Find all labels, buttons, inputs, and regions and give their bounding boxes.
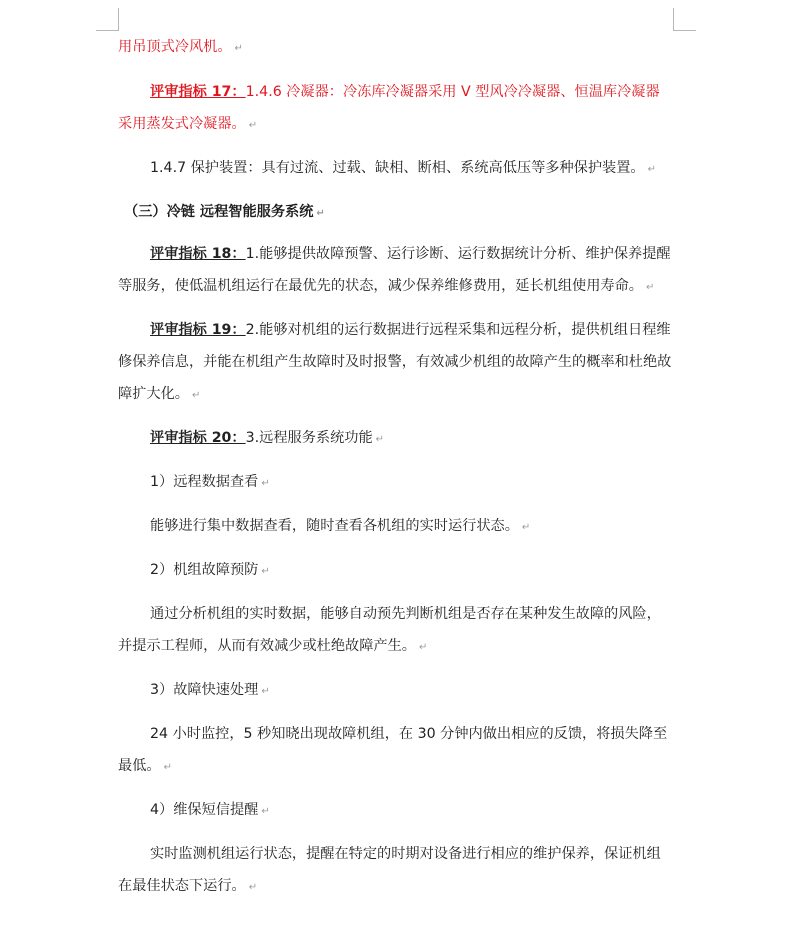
item-body-text: 24 小时监控，5 秒知晓出现故障机组，在 30 分钟内做出相应的反馈，将损失降至最低。 [118, 726, 668, 774]
list-item-body[interactable] [118, 510, 672, 544]
paragraph-mark-icon: ↵ [521, 522, 531, 533]
paragraph-mark-icon: ↵ [234, 43, 243, 54]
paragraph-text: 1.能够提供故障预警、运行诊断、运行数据统计分析、维护保养提醒等服务，使低温机组运行在最优先的状态，减少保养维修费用，延长机组使用寿命。 [118, 246, 671, 294]
item-title-text: 1）远程数据查看 [150, 474, 259, 490]
list-item-body[interactable] [118, 598, 672, 664]
document-body[interactable] [118, 31, 672, 904]
paragraph-text: 1.4.7 保护装置：具有过流、过载、缺相、断相、系统高低压等多种保护装置。 [150, 160, 645, 176]
list-item-title[interactable] [150, 554, 672, 588]
item-body-text: 实时监测机组运行状态，提醒在特定的时期对设备进行相应的维护保养，保证机组在最佳状态下运行。 [118, 846, 661, 894]
top-left-margin-mark [96, 8, 119, 31]
list-item-title[interactable] [150, 674, 672, 708]
paragraph-criterion-18[interactable] [118, 238, 672, 304]
paragraph-mark-icon: ↵ [261, 566, 270, 577]
paragraph-text: 3.远程服务系统功能 [245, 430, 373, 446]
item-title-text: 2）机组故障预防 [150, 562, 259, 578]
section-heading[interactable] [124, 196, 672, 230]
list-item-title[interactable] [150, 794, 672, 828]
top-right-margin-mark [673, 8, 696, 31]
criterion-label: 评审指标 17： [150, 84, 246, 100]
paragraph-cold-fan[interactable] [118, 31, 672, 65]
paragraph-protection-device[interactable] [118, 152, 672, 186]
paragraph-mark-icon: ↵ [418, 642, 428, 653]
paragraph-mark-icon: ↵ [261, 686, 270, 697]
paragraph-mark-icon: ↵ [316, 208, 325, 219]
paragraph-mark-icon: ↵ [375, 434, 385, 445]
list-item-body[interactable] [118, 718, 672, 784]
paragraph-mark-icon: ↵ [248, 882, 258, 893]
list-item-body[interactable] [118, 838, 672, 904]
paragraph-text: 1.4.6 冷凝器：冷冻库冷凝器采用 V 型风冷冷凝器、恒温库冷凝器采用蒸发式冷凝器。 [118, 84, 660, 132]
criterion-label: 评审指标 19： [150, 322, 246, 338]
item-title-text: 4）维保短信提醒 [150, 802, 259, 818]
paragraph-criterion-17[interactable] [118, 76, 672, 142]
item-body-text: 通过分析机组的实时数据，能够自动预先判断机组是否存在某种发生故障的风险，并提示工程师，从而有效减少或杜绝故障产生。 [118, 606, 661, 654]
heading-text: （三）冷链 远程智能服务系统 [124, 204, 314, 220]
paragraph-mark-icon: ↵ [248, 120, 258, 131]
item-body-text: 能够进行集中数据查看，随时查看各机组的实时运行状态。 [150, 518, 519, 534]
item-title-text: 3）故障快速处理 [150, 682, 259, 698]
paragraph-mark-icon: ↵ [191, 390, 201, 401]
paragraph-criterion-19[interactable] [118, 314, 672, 412]
list-item-title[interactable] [150, 466, 672, 500]
paragraph-criterion-20[interactable] [118, 422, 672, 456]
criterion-label: 评审指标 20： [150, 430, 246, 446]
paragraph-mark-icon: ↵ [645, 282, 655, 293]
criterion-label: 评审指标 18： [150, 246, 246, 262]
paragraph-text: 用吊顶式冷风机。 [118, 39, 232, 55]
paragraph-mark-icon: ↵ [647, 164, 657, 175]
paragraph-mark-icon: ↵ [261, 806, 270, 817]
paragraph-mark-icon: ↵ [163, 762, 172, 773]
paragraph-text: 2.能够对机组的运行数据进行远程采集和远程分析，提供机组日程维修保养信息，并能在机组产生故障时及时报警，有效减少机组的故障产生的概率和杜绝故障扩大化。 [118, 322, 672, 402]
paragraph-mark-icon: ↵ [261, 478, 270, 489]
